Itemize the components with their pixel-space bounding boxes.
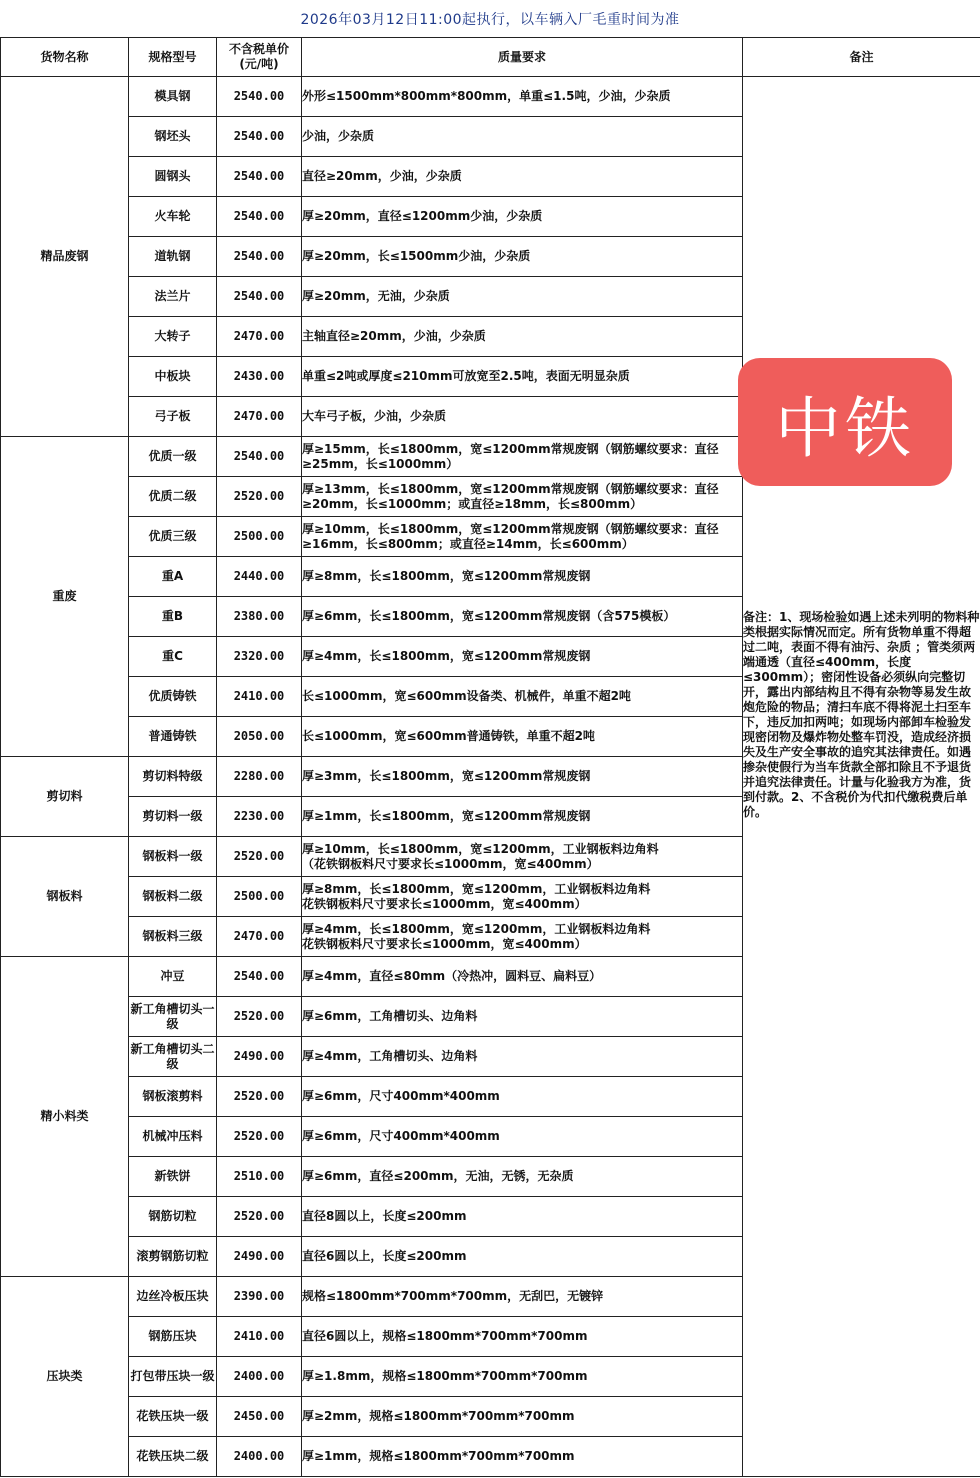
spec-cell: 钢筋切粒 xyxy=(129,1197,217,1237)
price-cell: 2540.00 xyxy=(217,197,302,237)
price-cell: 2380.00 xyxy=(217,597,302,637)
spec-cell: 钢板料二级 xyxy=(129,877,217,917)
notice-title: 2026年03月12日11:00起执行，以车辆入厂毛重时间为准 xyxy=(300,12,680,28)
spec-cell: 法兰片 xyxy=(129,277,217,317)
price-cell: 2490.00 xyxy=(217,1037,302,1077)
spec-cell: 中板块 xyxy=(129,357,217,397)
spec-cell: 剪切料特级 xyxy=(129,757,217,797)
spec-cell: 钢坯头 xyxy=(129,117,217,157)
quality-cell: 厚≥10mm，长≤1800mm，宽≤1200mm常规废钢（钢筋螺纹要求：直径≥16mm，长≤800mm；或直径≥14mm，长≤600mm） xyxy=(302,517,743,557)
header-row xyxy=(1,38,980,77)
price-cell: 2520.00 xyxy=(217,477,302,517)
quality-cell: 厚≥1mm，长≤1800mm，宽≤1200mm常规废钢 xyxy=(302,797,743,837)
quality-cell: 厚≥2mm，规格≤1800mm*700mm*700mm xyxy=(302,1397,743,1437)
price-cell: 2410.00 xyxy=(217,1317,302,1357)
quality-cell: 厚≥1mm，规格≤1800mm*700mm*700mm xyxy=(302,1437,743,1477)
quality-cell: 厚≥8mm，长≤1800mm，宽≤1200mm常规废钢 xyxy=(302,557,743,597)
header-quality: 质量要求 xyxy=(302,38,743,77)
spec-cell: 机械冲压料 xyxy=(129,1117,217,1157)
price-cell: 2520.00 xyxy=(217,1077,302,1117)
quality-cell: 厚≥3mm，长≤1800mm，宽≤1200mm常规废钢 xyxy=(302,757,743,797)
spec-cell: 新工角槽切头一级 xyxy=(129,997,217,1037)
category-name: 重废 xyxy=(1,437,129,757)
quality-cell: 厚≥4mm，工角槽切头、边角料 xyxy=(302,1037,743,1077)
quality-cell: 厚≥6mm，直径≤200mm，无油，无锈，无杂质 xyxy=(302,1157,743,1197)
quality-cell: 厚≥13mm，长≤1800mm，宽≤1200mm常规废钢（钢筋螺纹要求：直径≥20mm，长≤1000mm；或直径≥18mm，长≤800mm） xyxy=(302,477,743,517)
quality-cell: 规格≤1800mm*700mm*700mm，无刮巴，无镀锌 xyxy=(302,1277,743,1317)
price-cell: 2520.00 xyxy=(217,1117,302,1157)
price-table xyxy=(0,37,980,1477)
note-text: 备注：1、现场检验如遇上述未列明的物料种类根据实际情况而定。所有货物单重不得超过二吨，表面不得有油污、杂质 ；管类须两端通透（直径≤400mm，长度≤300mm）；密闭性设备必须纵向完整切开，露出内部结构且不得有杂物等易发生故炮危险的物品；清扫车底不得将泥土扫至车下，违反加扣两吨；如现场内部卸车检验发现密闭物及爆炸物处整车罚没，造成经济损失及生产安全事故的追究其法律责任。如遇掺杂使假行为当车货款全部扣除且不予退货并追究法律责任。计量与化验我方为准，货到付款。2、不含税价为代扣代缴税费后单价。 xyxy=(743,610,980,819)
quality-cell: 厚≥6mm，尺寸400mm*400mm xyxy=(302,1077,743,1117)
price-cell: 2540.00 xyxy=(217,957,302,997)
spec-cell: 优质三级 xyxy=(129,517,217,557)
category-name: 钢板料 xyxy=(1,837,129,957)
quality-cell: 直径≥20mm，少油，少杂质 xyxy=(302,157,743,197)
price-cell: 2540.00 xyxy=(217,277,302,317)
spec-cell: 重A xyxy=(129,557,217,597)
category-name: 剪切料 xyxy=(1,757,129,837)
price-cell: 2230.00 xyxy=(217,797,302,837)
price-cell: 2540.00 xyxy=(217,77,302,117)
price-cell: 2280.00 xyxy=(217,757,302,797)
quality-cell: 长≤1000mm，宽≤600mm设备类、机械件，单重不超2吨 xyxy=(302,677,743,717)
quality-cell: 厚≥10mm，长≤1800mm，宽≤1200mm，工业钢板料边角料 （花铁钢板料尺寸要求长≤1000mm，宽≤400mm） xyxy=(302,837,743,877)
quality-cell: 厚≥4mm，长≤1800mm，宽≤1200mm，工业钢板料边角料 花铁钢板料尺寸要求长≤1000mm，宽≤400mm） xyxy=(302,917,743,957)
price-cell: 2500.00 xyxy=(217,877,302,917)
spec-cell: 优质二级 xyxy=(129,477,217,517)
spec-cell: 大转子 xyxy=(129,317,217,357)
quality-cell: 厚≥4mm，长≤1800mm，宽≤1200mm常规废钢 xyxy=(302,637,743,677)
price-cell: 2510.00 xyxy=(217,1157,302,1197)
price-cell: 2320.00 xyxy=(217,637,302,677)
quality-cell: 厚≥20mm，直径≤1200mm少油，少杂质 xyxy=(302,197,743,237)
price-cell: 2050.00 xyxy=(217,717,302,757)
price-cell: 2470.00 xyxy=(217,317,302,357)
spec-cell: 优质一级 xyxy=(129,437,217,477)
spec-cell: 剪切料一级 xyxy=(129,797,217,837)
spec-cell: 道轨钢 xyxy=(129,237,217,277)
header-goods-name: 货物名称 xyxy=(1,38,129,77)
price-cell: 2410.00 xyxy=(217,677,302,717)
price-cell: 2520.00 xyxy=(217,1197,302,1237)
spec-cell: 普通铸铁 xyxy=(129,717,217,757)
price-cell: 2390.00 xyxy=(217,1277,302,1317)
header-note: 备注 xyxy=(743,38,980,77)
table-row xyxy=(1,77,980,117)
quality-cell: 厚≥6mm，工角槽切头、边角料 xyxy=(302,997,743,1037)
spec-cell: 钢筋压块 xyxy=(129,1317,217,1357)
spec-cell: 钢板料一级 xyxy=(129,837,217,877)
quality-cell: 厚≥4mm，直径≤80mm（冷热冲，圆料豆、扁料豆） xyxy=(302,957,743,997)
quality-cell: 厚≥6mm，长≤1800mm，宽≤1200mm常规废钢（含575模板） xyxy=(302,597,743,637)
price-cell: 2470.00 xyxy=(217,397,302,437)
price-cell: 2470.00 xyxy=(217,917,302,957)
category-name: 精小料类 xyxy=(1,957,129,1277)
price-cell: 2490.00 xyxy=(217,1237,302,1277)
quality-cell: 厚≥20mm，长≤1500mm少油，少杂质 xyxy=(302,237,743,277)
header-price: 不含税单价 (元/吨) xyxy=(217,38,302,77)
price-cell: 2450.00 xyxy=(217,1397,302,1437)
spec-cell: 滚剪钢筋切粒 xyxy=(129,1237,217,1277)
price-cell: 2540.00 xyxy=(217,237,302,277)
category-name: 精品废钢 xyxy=(1,77,129,437)
quality-cell: 外形≤1500mm*800mm*800mm，单重≤1.5吨，少油，少杂质 xyxy=(302,77,743,117)
price-cell: 2540.00 xyxy=(217,437,302,477)
spec-cell: 钢板滚剪料 xyxy=(129,1077,217,1117)
note-cell xyxy=(743,77,980,1477)
price-cell: 2430.00 xyxy=(217,357,302,397)
price-cell: 2400.00 xyxy=(217,1357,302,1397)
spec-cell: 重B xyxy=(129,597,217,637)
spec-cell: 钢板料三级 xyxy=(129,917,217,957)
spec-cell: 新铁饼 xyxy=(129,1157,217,1197)
spec-cell: 圆钢头 xyxy=(129,157,217,197)
quality-cell: 厚≥6mm，尺寸400mm*400mm xyxy=(302,1117,743,1157)
spec-cell: 边丝冷板压块 xyxy=(129,1277,217,1317)
quality-cell: 单重≤2吨或厚度≤210mm可放宽至2.5吨，表面无明显杂质 xyxy=(302,357,743,397)
quality-cell: 厚≥8mm，长≤1800mm，宽≤1200mm，工业钢板料边角料 花铁钢板料尺寸要求长≤1000mm，宽≤400mm） xyxy=(302,877,743,917)
spec-cell: 新工角槽切头二级 xyxy=(129,1037,217,1077)
price-cell: 2520.00 xyxy=(217,837,302,877)
quality-cell: 厚≥20mm，无油，少杂质 xyxy=(302,277,743,317)
spec-cell: 花铁压块二级 xyxy=(129,1437,217,1477)
price-cell: 2440.00 xyxy=(217,557,302,597)
quality-cell: 厚≥1.8mm，规格≤1800mm*700mm*700mm xyxy=(302,1357,743,1397)
stamp-text: 中铁 xyxy=(775,389,915,467)
price-cell: 2540.00 xyxy=(217,117,302,157)
price-cell: 2540.00 xyxy=(217,157,302,197)
spec-cell: 重C xyxy=(129,637,217,677)
price-cell: 2520.00 xyxy=(217,997,302,1037)
quality-cell: 厚≥15mm，长≤1800mm，宽≤1200mm常规废钢（钢筋螺纹要求：直径≥25mm，长≤1000mm） xyxy=(302,437,743,477)
spec-cell: 打包带压块一级 xyxy=(129,1357,217,1397)
quality-cell: 少油，少杂质 xyxy=(302,117,743,157)
price-cell: 2500.00 xyxy=(217,517,302,557)
spec-cell: 火车轮 xyxy=(129,197,217,237)
quality-cell: 主轴直径≥20mm，少油，少杂质 xyxy=(302,317,743,357)
quality-cell: 直径6圆以上，规格≤1800mm*700mm*700mm xyxy=(302,1317,743,1357)
quality-cell: 直径6圆以上，长度≤200mm xyxy=(302,1237,743,1277)
price-cell: 2400.00 xyxy=(217,1437,302,1477)
quality-cell: 长≤1000mm，宽≤600mm普通铸铁，单重不超2吨 xyxy=(302,717,743,757)
spec-cell: 花铁压块一级 xyxy=(129,1397,217,1437)
quality-cell: 大车弓子板，少油，少杂质 xyxy=(302,397,743,437)
header-spec: 规格型号 xyxy=(129,38,217,77)
spec-cell: 优质铸铁 xyxy=(129,677,217,717)
spec-cell: 冲豆 xyxy=(129,957,217,997)
table-body xyxy=(1,77,980,1477)
quality-cell: 直径8圆以上，长度≤200mm xyxy=(302,1197,743,1237)
spec-cell: 模具钢 xyxy=(129,77,217,117)
zhongtie-stamp xyxy=(738,358,952,486)
spec-cell: 弓子板 xyxy=(129,397,217,437)
category-name: 压块类 xyxy=(1,1277,129,1477)
